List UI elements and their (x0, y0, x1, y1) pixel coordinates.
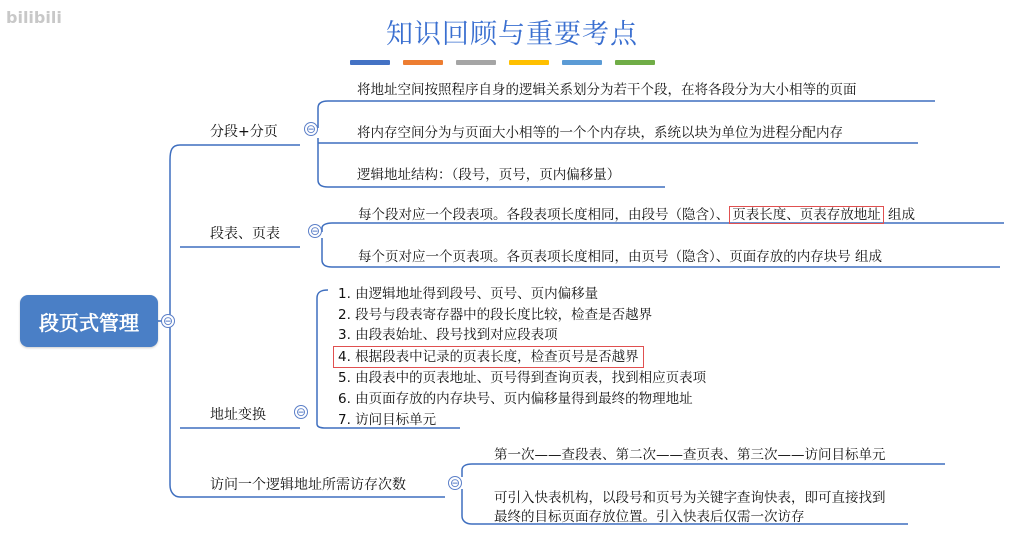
leaf-4-2: 可引入快表机构，以段号和页号为关键字查询快表，即可直接找到 (494, 490, 886, 506)
leaf-2-1-suffix: 组成 (883, 207, 916, 223)
branch-memory-access-count[interactable]: 访问一个逻辑地址所需访存次数 (210, 477, 406, 493)
leaf-2-2: 每个页对应一个页表项。各页表项长度相同，由页号（隐含）、页面存放的内存块号 组成 (358, 249, 883, 265)
branch-4-collapse-toggle[interactable]: ⊖ (449, 476, 461, 490)
root-collapse-toggle[interactable]: ⊖ (162, 314, 174, 328)
leaf-4-1: 第一次——查段表、第二次——查页表、第三次——访问目标单元 (494, 447, 886, 463)
step-2: 2. 段号与段表寄存器中的段长度比较，检查是否越界 (338, 306, 653, 323)
leaf-1-2: 将内存空间分为与页面大小相等的一个个内存块，系统以块为单位为进程分配内存 (357, 125, 843, 141)
leaf-1-3: 逻辑地址结构：（段号，页号，页内偏移量） (357, 167, 621, 183)
step-3: 3. 由段表始址、段号找到对应段表项 (338, 327, 558, 344)
step-4-highlighted: 4. 根据段表中记录的页表长度，检查页号是否越界 (333, 346, 644, 369)
leaf-2-1-text: 每个段对应一个段表项。各段表项长度相同，由段号（隐含）、 (358, 207, 730, 223)
leaf-2-1-highlight: 页表长度、页表存放地址 (729, 206, 884, 224)
step-5: 5. 由段表中的页表地址、页号得到查询页表，找到相应页表项 (338, 370, 707, 387)
branch-2-collapse-toggle[interactable]: ⊖ (309, 224, 321, 238)
leaf-1-1: 将地址空间按照程序自身的逻辑关系划分为若干个段，在将各段分为大小相等的页面 (357, 82, 857, 98)
branch-segment-paging[interactable]: 分段+分页 (210, 124, 278, 140)
address-translation-steps (338, 284, 706, 430)
step-1: 1. 由逻辑地址得到段号、页号、页内偏移量 (338, 286, 599, 302)
root-node[interactable]: 段页式管理 (20, 295, 158, 347)
step-7: 7. 访问目标单元 (338, 411, 437, 428)
step-6: 6. 由页面存放的内存块号、页内偏移量得到最终的物理地址 (338, 390, 693, 407)
branch-1-collapse-toggle[interactable]: ⊖ (305, 122, 317, 136)
branch-segment-page-tables[interactable]: 段表、页表 (210, 226, 280, 242)
branch-address-translation[interactable]: 地址变换 (210, 407, 266, 423)
watermark: bilibili (6, 8, 62, 27)
page-title: 知识回顾与重要考点 (386, 19, 638, 50)
leaf-2-1 (358, 203, 915, 223)
leaf-4-3: 最终的目标页面存放位置。引入快表后仅需一次访存 (494, 509, 805, 525)
branch-3-collapse-toggle[interactable]: ⊖ (295, 405, 307, 419)
